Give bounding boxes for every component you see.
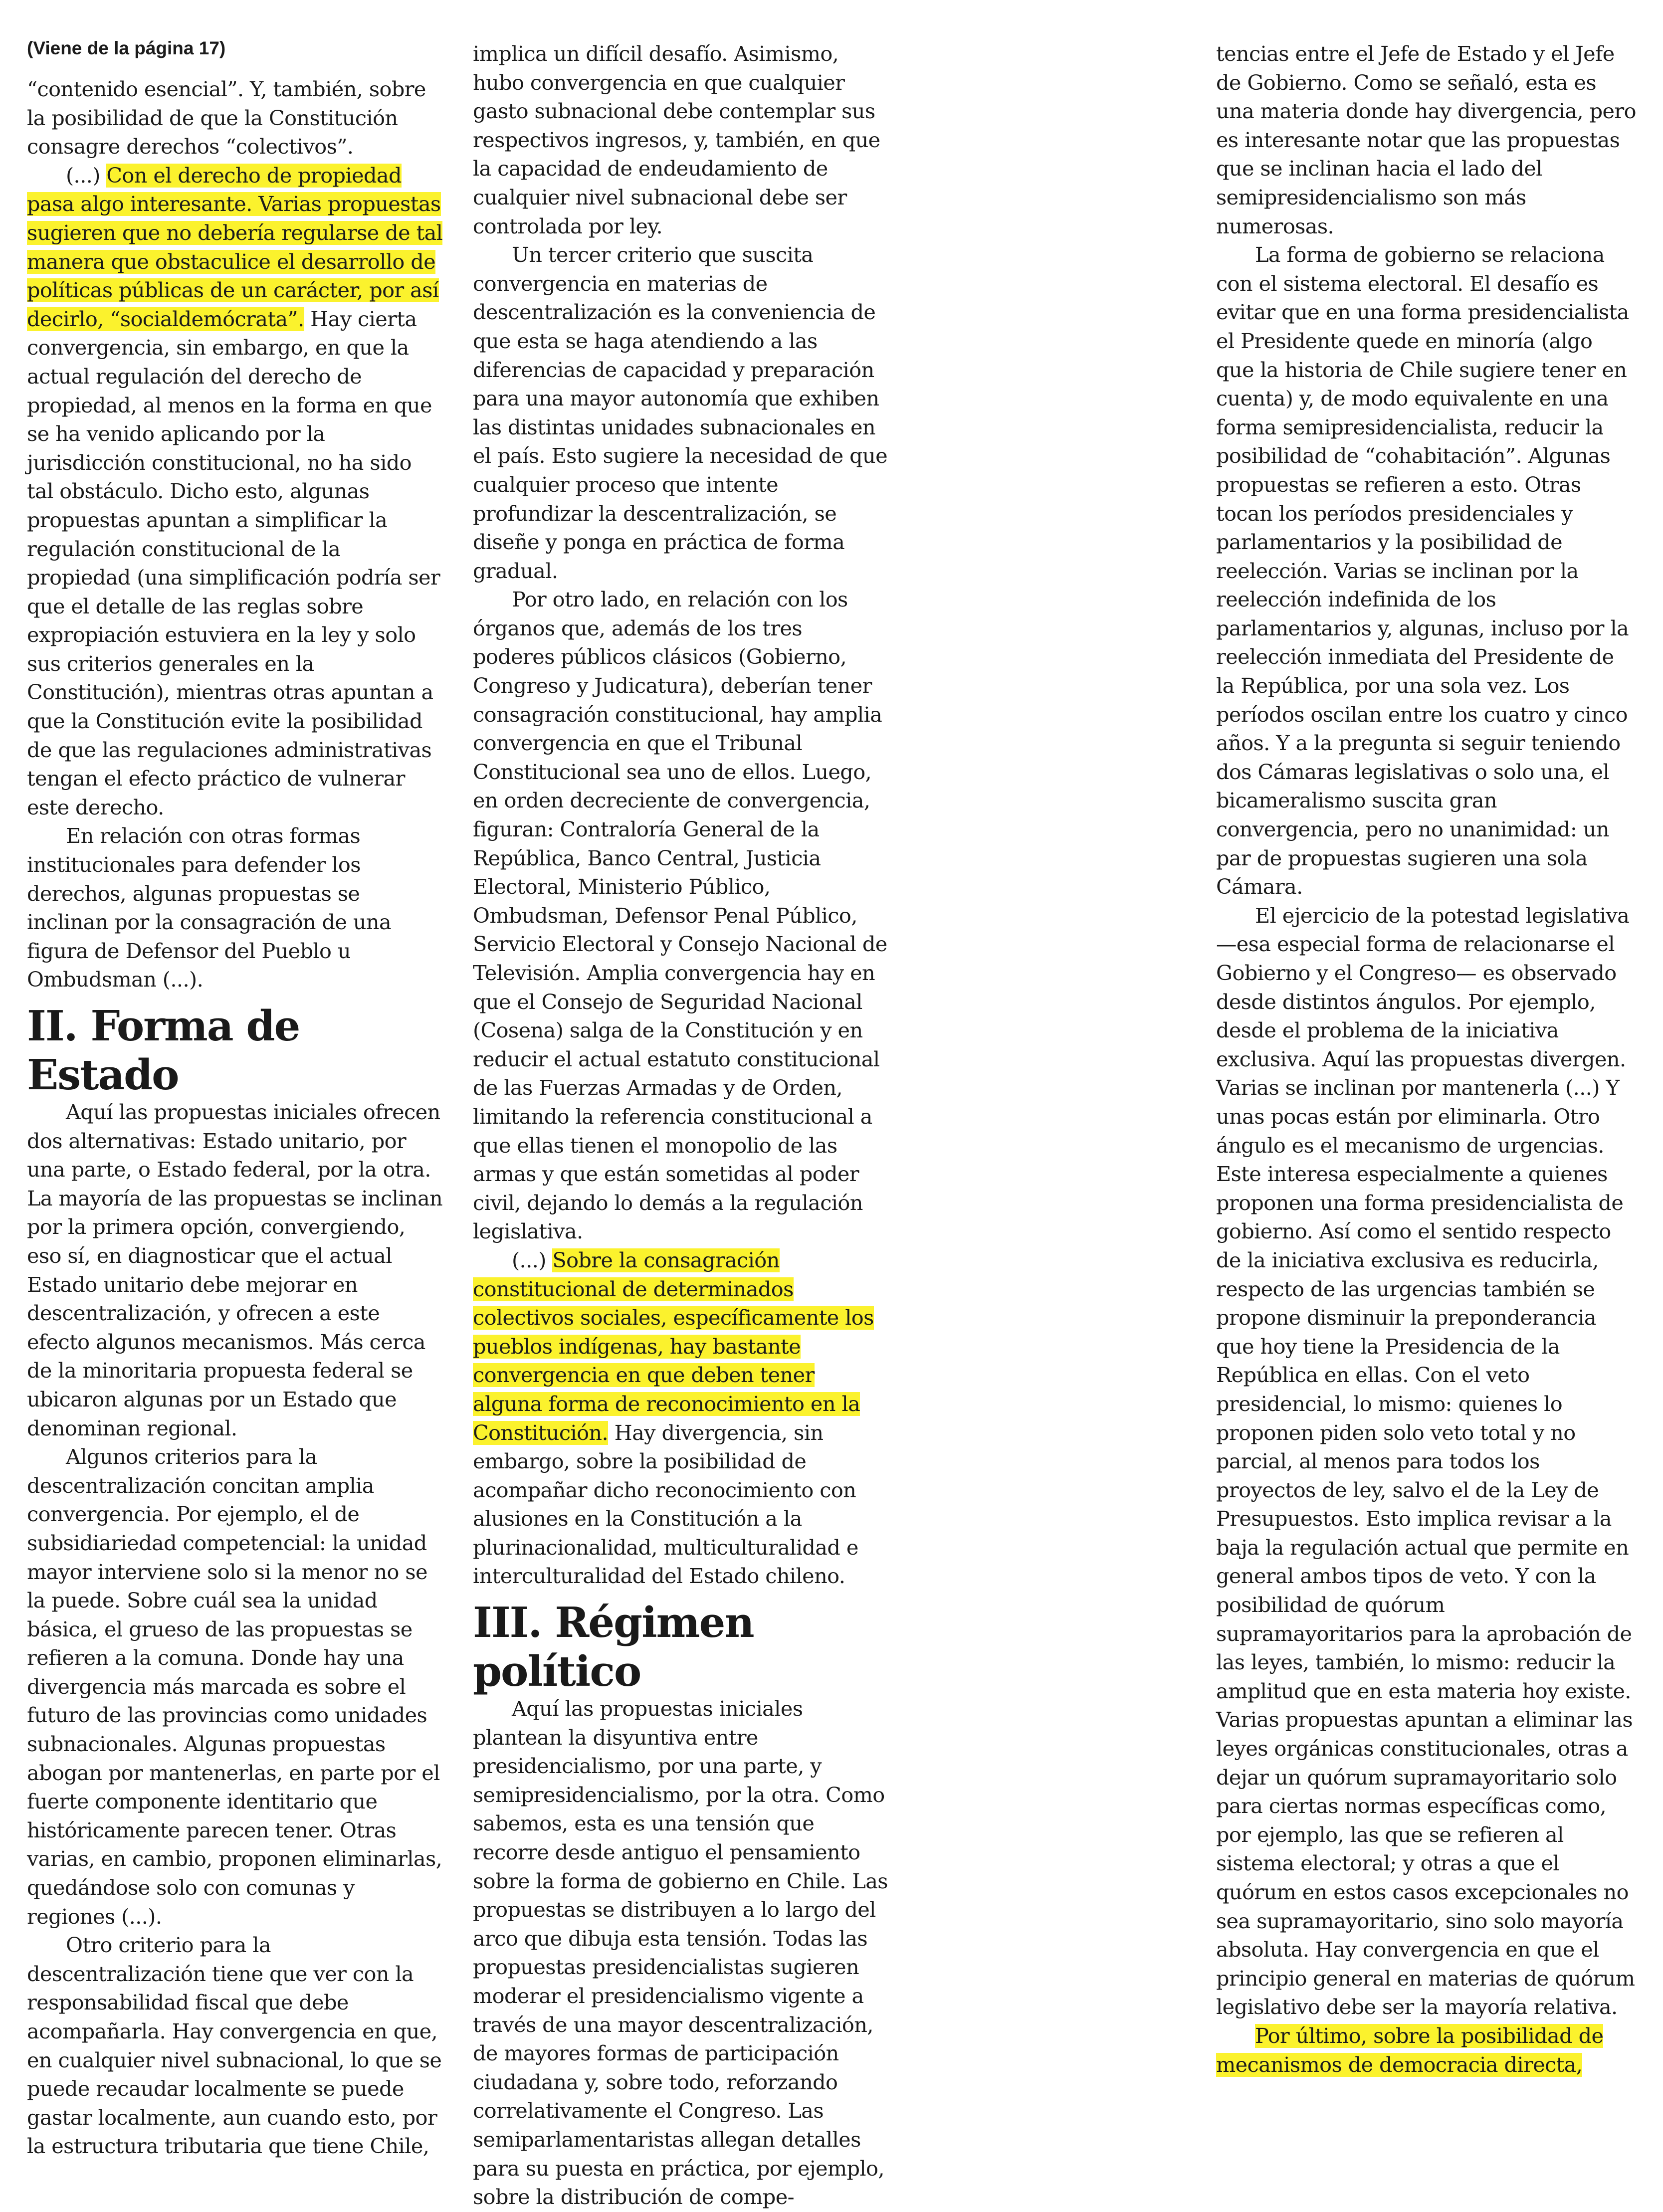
highlighted-text: Sobre la consagración constitucional de determinados colectivos sociales, específicamente los pueblos indígenas, hay bastante convergencia en que deben tener alguna forma de reconocimiento en la Constitución. bbox=[473, 1248, 874, 1445]
paragraph-pueblos-indigenas bbox=[473, 1246, 890, 1591]
paragraph-text: Hay divergencia, sin embargo, sobre la posibilidad de acompañar dicho reconocimiento con alusiones en la Constitución a la plurinacionalidad, multiculturalidad e interculturalidad del Estado chileno. bbox=[473, 1420, 858, 1589]
highlighted-text: Por último, sobre la posibilidad de mecanismos de democracia directa, bbox=[1216, 2023, 1604, 2077]
paragraph: Aquí las propuestas iniciales ofrecen dos alternativas: Estado unitario, por una parte, o Estado federal, por la otra. La mayoría de las propuestas se inclinan por la primera opción, convergiendo, eso sí, en diagnosticar que el actual Estado unitario debe mejorar en descentralización, y ofrecen a este efecto algunos mecanismos. Más cerca de la minoritaria propuesta federal se ubicaron algunas por un Estado que denominan regional. bbox=[27, 1100, 443, 1440]
column-1 bbox=[27, 40, 443, 2161]
highlighted-text: Con el derecho de propiedad pasa algo interesante. Varias propuestas sugieren que no debería regularse de tal manera que obstaculice el desarrollo de políticas públicas de un carácter, por así decirlo, “socialdemócrata”. bbox=[27, 163, 443, 331]
paragraph: Aquí las propuestas iniciales plantean la disyuntiva entre presidencialismo, por una parte, y semipresidencialismo, por la otra. Como sabemos, esta es una tensión que recorre desde antiguo el pensamiento sobre la forma de gobierno en Chile. Las propuestas se distribuyen a lo largo del arco que dibuja esta tensión. Todas las propuestas presidencialistas sugieren moderar el presidencialismo vigente a través de una mayor descentralización, de mayores formas de participación ciudadana y, sobre todo, reforzando correlativamente el Congreso. Las semiparlamentaristas allegan detalles para su puesta en práctica, por ejemplo, sobre la distribución de compe- bbox=[473, 1697, 888, 2210]
section-heading-forma-de-estado: II. Forma de Estado bbox=[27, 1002, 300, 1099]
section-heading-regimen-politico: III. Régimen político bbox=[473, 1598, 754, 1696]
column-3 bbox=[1216, 40, 1636, 2079]
paragraph: Otro criterio para la descentralización tiene que ver con la responsabilidad fiscal que debe acompañarla. Hay convergencia en que, en cualquier nivel subnacional, lo que se puede recaudar localmente se puede gastar localmente, aun cuando esto, por la estructura tributaria que tiene Chile, bbox=[27, 1933, 442, 2159]
paragraph: Un tercer criterio que suscita convergencia en materias de descentralización es la conveniencia de que esta se haga atendiendo a las diferencias de capacidad y preparación para una mayor autonomía que exhiben las distintas unidades subnacionales en el país. Esto sugiere la necesidad de que cualquier proceso que intente profundizar la descentralización, se diseñe y ponga en práctica de forma gradual. bbox=[473, 243, 887, 583]
paragraph: El ejercicio de la potestad legislativa —esa especial forma de relacionarse el Gobierno y el Congreso— es observado desde distintos ángulos. Por ejemplo, desde el problema de la iniciativa exclusiva. Aquí las propuestas divergen. Varias se inclinan por mantenerla (...) Y unas pocas están por eliminarla. Otro ángulo es el mecanismo de urgencias. Este interesa especialmente a quienes proponen una forma presidencialista de gobierno. Así como el sentido respecto de la iniciativa exclusiva es reducirla, respecto de las urgencias también se propone disminuir la preponderancia que hoy tiene la Presidencia de la República en ellas. Con el veto presidencial, lo mismo: quienes lo proponen piden solo veto total y no parcial, al menos para todos los proyectos de ley, salvo el de la Ley de Presupuestos. Esto implica revisar a la baja la regulación actual que permite en general ambos tipos de veto. Y con la posibilidad de quórum supramayoritarios para la aprobación de las leyes, también, lo mismo: reducir la amplitud que en esta materia hoy existe. Varias propuestas apuntan a eliminar las leyes orgánicas constitucionales, otras a dejar un quórum supramayoritario solo para ciertas normas específicas como, por ejemplo, las que se refieren al sistema electoral; y otras a que el quórum en estos casos excepcionales no sea supramayoritario, sino solo mayoría absoluta. Hay convergencia en que el principio general en materias de quórum legislativo debe ser la mayoría relativa. bbox=[1216, 903, 1635, 2019]
paragraph: Algunos criterios para la descentralización concitan amplia convergencia. Por ejemplo, el de subsidiariedad competencial: la unidad mayor interviene solo si la menor no se la puede. Sobre cuál sea la unidad básica, el grueso de las propuestas se refieren a la comuna. Donde hay una divergencia más marcada es sobre el futuro de las provincias como unidades subnacionales. Algunas propuestas abogan por mantenerlas, en parte por el fuerte componente identitario que históricamente parecen tener. Otras varias, en cambio, proponen eliminarlas, quedándose solo con comunas y regiones (...). bbox=[27, 1445, 442, 1929]
paragraph: En relación con otras formas institucionales para defender los derechos, algunas propuestas se inclinan por la consagración de una figura de Defensor del Pueblo u Ombudsman (...). bbox=[27, 824, 392, 992]
continued-from-label: (Viene de la página 17) bbox=[27, 38, 226, 58]
paragraph-propiedad bbox=[27, 162, 443, 822]
paragraph: La forma de gobierno se relaciona con el sistema electoral. El desafío es evitar que en una forma presidencialista el Presidente quede en minoría (algo que la historia de Chile sugiere tener en cuenta) y, de modo equivalente en una forma semipresidencialista, reducir la posibilidad de “cohabitación”. Algunas propuestas se refieren a esto. Otras tocan los períodos presidenciales y parlamentarios y la posibilidad de reelección. Varias se inclinan por la reelección indefinida de los parlamentarios y, algunas, incluso por la reelección inmediata del Presidente de la República, por una sola vez. Los períodos oscilan entre los cuatro y cinco años. Y a la pregunta si seguir teniendo dos Cámaras legislativas o solo una, el bicameralismo suscita gran convergencia, pero no unanimidad: un par de propuestas sugieren una sola Cámara. bbox=[1216, 243, 1629, 899]
paragraph: “contenido esencial”. Y, también, sobre la posibilidad de que la Constitución consagre derechos “colectivos”. bbox=[27, 77, 426, 159]
paragraph: tencias entre el Jefe de Estado y el Jefe de Gobierno. Como se señaló, esta es una materia donde hay divergencia, pero es interesante notar que las propuestas que se inclinan hacia el lado del semipresidencialismo son más numerosas. bbox=[1216, 42, 1636, 238]
column-2 bbox=[473, 40, 890, 2212]
paragraph-text: (...) bbox=[66, 163, 107, 188]
paragraph: Por otro lado, en relación con los órganos que, además de los tres poderes públicos clásicos (Gobierno, Congreso y Judicatura), deberían tener consagración constitucional, hay amplia convergencia en que el Tribunal Constitucional sea uno de ellos. Luego, en orden decreciente de convergencia, figuran: Contraloría General de la República, Banco Central, Justicia Electoral, Ministerio Público, Ombudsman, Defensor Penal Público, Servicio Electoral y Consejo Nacional de Televisión. Amplia convergencia hay en que el Consejo de Seguridad Nacional (Cosena) salga de la Constitución y en reducir el actual estatuto constitucional de las Fuerzas Armadas y de Orden, limitando la referencia constitucional a que ellas tienen el monopolio de las armas y que están sometidas al poder civil, dejando lo demás a la regulación legislativa. bbox=[473, 588, 887, 1244]
paragraph-democracia-directa bbox=[1216, 2022, 1636, 2079]
paragraph-text: (...) bbox=[512, 1248, 553, 1272]
paragraph: implica un difícil desafío. Asimismo, hubo convergencia en que cualquier gasto subnacional debe contemplar sus respectivos ingresos, y, también, en que la capacidad de endeudamiento de cualquier nivel subnacional debe ser controlada por ley. bbox=[473, 42, 880, 238]
paragraph-text: Hay cierta convergencia, sin embargo, en que la actual regulación del derecho de propiedad, al menos en la forma en que se ha venido aplicando por la jurisdicción constitucional, no ha sido tal obstáculo. Dicho esto, algunas propuestas apuntan a simplificar la regulación constitucional de la propiedad (una simplificación podría ser que el detalle de las reglas sobre expropiación estuviera en la ley y solo sus criterios generales en la Constitución), mientras otras apuntan a que la Constitución evite la posibilidad de que las regulaciones administrativas tengan el efecto práctico de vulnerar este derecho. bbox=[27, 307, 440, 819]
